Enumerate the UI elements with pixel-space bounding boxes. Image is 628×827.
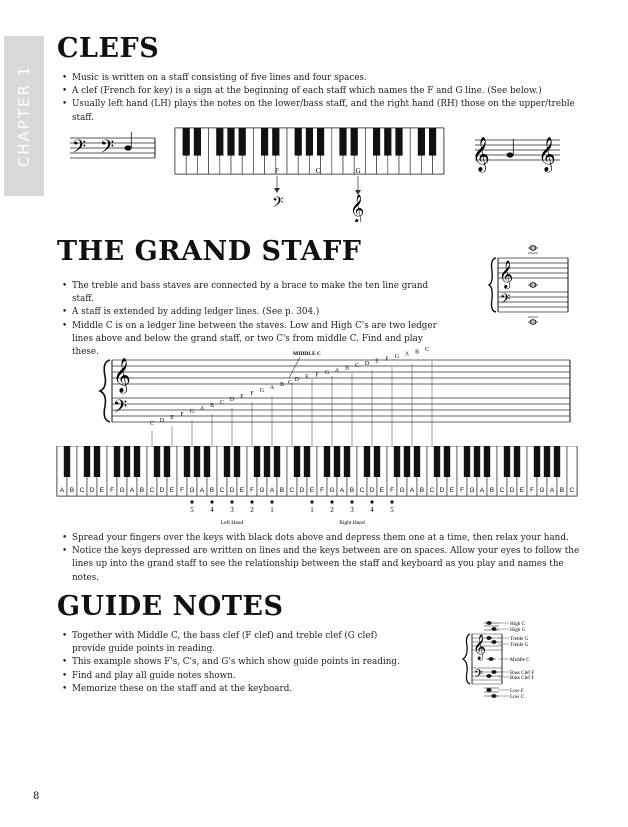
bass-clef-icon: 𝄢	[100, 136, 115, 161]
black-key	[544, 446, 550, 477]
note-letter: C	[355, 363, 359, 370]
key-letter: A	[339, 487, 345, 494]
grand-staff-bullet: • Middle C is on a ledger line between the staves. Low and High C's are two ledger lines above and below the grand staff, or two C's from middle C. Find and play these.	[62, 320, 447, 360]
key-letter: D	[369, 487, 375, 494]
note-letter: F	[180, 412, 184, 418]
black-key	[216, 128, 223, 156]
black-key	[114, 446, 120, 477]
black-key	[295, 128, 302, 156]
guide-notes-bullet: • Find and play all guide notes shown.	[62, 670, 402, 683]
key-letter: B	[349, 487, 355, 494]
black-key	[317, 128, 324, 156]
black-key	[274, 446, 280, 477]
key-letter: F	[250, 487, 254, 494]
grand-staff-bullet: • Spread your fingers over the keys with black dots above and depress them one at a time, then relax your hand.	[62, 532, 582, 545]
black-key	[464, 446, 470, 477]
grand-staff-bullet: • The treble and bass staves are connected by a brace to make the ten line grand staff.	[62, 280, 447, 306]
grand-staff-thumbnail	[488, 245, 578, 325]
note-letter: C	[220, 400, 224, 406]
clefs-bullet: • Music is written on a staff consisting of five lines and four spaces.	[62, 72, 582, 85]
key-letter: F	[110, 487, 114, 494]
finger-dot	[210, 500, 213, 503]
finger-number: 5	[390, 506, 394, 514]
note-letter: D	[159, 418, 165, 424]
grand-staff-bullets-after	[62, 532, 582, 585]
note-letter: D	[364, 360, 370, 367]
guide-notes-bullet: • This example shows F's, C's, and G's which show guide points in reading.	[62, 656, 402, 669]
key-letter: B	[559, 487, 565, 494]
guide-label: Low C	[510, 694, 525, 700]
key-letter: E	[169, 487, 175, 494]
black-key	[474, 446, 480, 477]
note-letter: D	[294, 377, 300, 383]
black-key	[254, 446, 260, 477]
key-letter: B	[69, 487, 75, 494]
treble-clef-icon: 𝄞	[350, 196, 365, 222]
chapter-tab-label: CHAPTER 1	[15, 64, 33, 168]
black-key	[534, 446, 540, 477]
finger-dot	[190, 500, 193, 503]
black-key	[94, 446, 100, 477]
note-icon	[125, 145, 132, 150]
key-letter: E	[379, 487, 385, 494]
guide-label: Bass Clef F	[510, 670, 535, 676]
note-letter: G	[259, 388, 265, 394]
key-letter: C	[79, 487, 85, 494]
note-letter: A	[404, 351, 410, 358]
finger-number: 3	[230, 506, 234, 514]
black-key	[272, 128, 279, 156]
clefs-figure	[60, 122, 580, 222]
black-key	[64, 446, 70, 477]
middle-c-label: MIDDLE C	[293, 351, 321, 357]
note-letter: E	[305, 374, 309, 381]
note-letter: B	[280, 382, 284, 388]
key-letter: G	[469, 487, 475, 494]
black-key	[264, 446, 270, 477]
finger-number: 3	[350, 506, 354, 514]
key-letter: C	[219, 487, 225, 494]
grand-staff-bullet: • A staff is extended by adding ledger lines. (See p. 304.)	[62, 306, 447, 319]
grand-staff-bullet: • Notice the keys depressed are written on lines and the keys between are on spaces. Allow your eyes to follow the lines up into the grand staff to see the relationship between the staff and keyboard as you play and names the notes.	[62, 545, 582, 585]
note-letter: G	[394, 354, 400, 360]
clefs-bullet: • A clef (French for key) is a sign at the beginning of each staff which names the F and G line. (See below.)	[62, 85, 582, 98]
key-letter: E	[519, 487, 525, 494]
left-hand-label: Left Hand	[220, 520, 244, 526]
black-key	[484, 446, 490, 477]
black-key	[339, 128, 346, 156]
treble-staff-small	[472, 137, 560, 173]
key-letter: E	[99, 487, 105, 494]
note-letter: F	[315, 372, 319, 379]
black-key	[234, 446, 240, 477]
bass-clef-icon: 𝄢	[474, 669, 484, 684]
guide-label: High C	[510, 621, 526, 627]
black-key	[444, 446, 450, 477]
guide-label: Treble G	[510, 642, 529, 648]
black-key	[324, 446, 330, 477]
key-letter: C	[289, 487, 295, 494]
key-letter: E	[309, 487, 315, 494]
key-letter: G	[259, 487, 265, 494]
black-key	[504, 446, 510, 477]
black-key	[364, 446, 370, 477]
black-key	[414, 446, 420, 477]
note-letter: A	[269, 385, 275, 391]
finger-dot	[390, 500, 393, 503]
key-letter: E	[449, 487, 455, 494]
key-letter: G	[399, 487, 405, 494]
guide-label: Middle C	[510, 657, 530, 663]
grand-staff-title: THE GRAND STAFF	[57, 236, 362, 267]
note-letter: G	[189, 409, 195, 415]
key-letter: G	[539, 487, 545, 494]
black-key	[404, 446, 410, 477]
bass-clef-icon: 𝄢	[72, 136, 87, 161]
note-letter: C	[150, 421, 154, 427]
bass-clef-icon: 𝄢	[500, 293, 511, 310]
key-letter: G	[189, 487, 195, 494]
guide-label: Bass Clef F	[510, 675, 535, 681]
treble-clef-icon: 𝄞	[473, 634, 487, 659]
key-letter: B	[489, 487, 495, 494]
key-pointers	[272, 167, 364, 222]
black-key	[394, 446, 400, 477]
key-letter: D	[439, 487, 445, 494]
key-letter: D	[229, 487, 235, 494]
key-letter: A	[479, 487, 485, 494]
key-letter: G	[119, 487, 125, 494]
key-letter: A	[409, 487, 415, 494]
note-letter: E	[240, 394, 244, 400]
key-letter: C	[149, 487, 155, 494]
guide-label: Treble G	[510, 636, 529, 642]
key-letter: B	[139, 487, 145, 494]
note-icon	[507, 152, 514, 157]
black-key	[344, 446, 350, 477]
guide-notes-bullet: • Memorize these on the staff and at the keyboard.	[62, 683, 402, 696]
key-letter: C	[569, 487, 575, 494]
black-key	[261, 128, 268, 156]
note-letter: C	[425, 347, 429, 354]
black-key	[374, 446, 380, 477]
guide-label: Low F	[510, 688, 524, 694]
black-key	[124, 446, 130, 477]
finger-number: 4	[370, 506, 374, 514]
key-letter: C	[499, 487, 505, 494]
finger-dot	[250, 500, 253, 503]
clefs-bullet: • Usually left hand (LH) plays the notes on the lower/bass staff, and the right hand (RH) those on the upper/treble staff.	[62, 98, 582, 124]
black-key	[194, 128, 201, 156]
key-label-g: G	[355, 167, 361, 175]
finger-dot	[310, 500, 313, 503]
guide-notes-title: GUIDE NOTES	[57, 591, 284, 622]
note-letter: A	[334, 367, 340, 374]
finger-dot	[270, 500, 273, 503]
key-letter: B	[209, 487, 215, 494]
key-letter: B	[419, 487, 425, 494]
key-letter: F	[530, 487, 534, 494]
key-letter: A	[549, 487, 555, 494]
key-letter: D	[509, 487, 515, 494]
page-number: 8	[33, 791, 40, 802]
black-key	[154, 446, 160, 477]
black-key	[514, 446, 520, 477]
key-letter: G	[329, 487, 335, 494]
key-letter: D	[299, 487, 305, 494]
key-letter: F	[320, 487, 324, 494]
note-letter: A	[199, 406, 205, 412]
key-label-f: F	[275, 167, 279, 175]
brace-icon	[100, 360, 110, 422]
key-letter: B	[279, 487, 285, 494]
guide-notes-figure	[462, 614, 582, 714]
key-letter: C	[359, 487, 365, 494]
black-key	[183, 128, 190, 156]
key-letter: F	[460, 487, 464, 494]
middle-c-letter: C	[288, 380, 292, 386]
right-hand-label: Right Hand	[339, 520, 365, 526]
guide-note-heads	[484, 621, 499, 698]
guide-label: High G	[510, 627, 526, 633]
clefs-title: CLEFS	[57, 33, 160, 64]
chapter-tab	[4, 36, 44, 196]
finger-number: 2	[250, 506, 254, 514]
grand-staff-figure	[55, 346, 580, 446]
finger-dot	[330, 500, 333, 503]
clefs-bullets	[62, 72, 582, 125]
finger-dot	[230, 500, 233, 503]
key-letter: E	[239, 487, 245, 494]
key-letter: F	[390, 487, 394, 494]
black-key	[334, 446, 340, 477]
bass-clef-icon: 𝄢	[272, 194, 284, 214]
guide-notes-bullet: • Together with Middle C, the bass clef (F clef) and treble clef (G clef) provide guide points in reading.	[62, 630, 402, 656]
bass-staff-small	[70, 132, 155, 161]
key-letter: A	[199, 487, 205, 494]
black-key	[554, 446, 560, 477]
bass-clef-icon: 𝄢	[113, 396, 128, 421]
finger-number: 5	[190, 506, 194, 514]
black-key	[429, 128, 436, 156]
treble-clef-icon: 𝄞	[113, 359, 131, 392]
key-letter: D	[89, 487, 95, 494]
finger-number: 1	[310, 506, 314, 514]
finger-number: 4	[210, 506, 214, 514]
key-letter: A	[59, 487, 65, 494]
black-key	[164, 446, 170, 477]
key-letter: A	[129, 487, 135, 494]
treble-clef-icon: 𝄞	[538, 138, 556, 171]
key-label-c: C	[315, 167, 321, 175]
note-letter: E	[170, 415, 174, 421]
black-key	[294, 446, 300, 477]
black-key	[224, 446, 230, 477]
note-letter: B	[345, 365, 349, 372]
black-key	[434, 446, 440, 477]
treble-clef-icon: 𝄞	[499, 262, 514, 288]
finger-dot	[350, 500, 353, 503]
key-letter: D	[159, 487, 165, 494]
note-letter: G	[324, 370, 330, 377]
note-letter: D	[229, 397, 235, 403]
black-key	[194, 446, 200, 477]
note-letter: E	[375, 358, 379, 365]
black-key	[351, 128, 358, 156]
key-letter: A	[269, 487, 275, 494]
note-letter: B	[210, 403, 214, 409]
black-key	[204, 446, 210, 477]
black-key	[239, 128, 246, 156]
note-letter: F	[250, 391, 254, 397]
key-letter: C	[429, 487, 435, 494]
note-letter: F	[385, 356, 389, 363]
black-key	[373, 128, 380, 156]
black-key	[304, 446, 310, 477]
finger-dot	[370, 500, 373, 503]
black-key	[306, 128, 313, 156]
finger-number: 2	[330, 506, 334, 514]
finger-number: 1	[270, 506, 274, 514]
guide-notes-bullets	[62, 630, 402, 696]
black-key	[395, 128, 402, 156]
black-key	[184, 446, 190, 477]
note-letter: B	[415, 349, 419, 356]
black-key	[84, 446, 90, 477]
key-letter: F	[180, 487, 184, 494]
black-key	[134, 446, 140, 477]
treble-clef-icon: 𝄞	[472, 138, 490, 171]
small-keyboard	[175, 128, 444, 174]
black-key	[384, 128, 391, 156]
grand-staff-keyboard	[55, 446, 580, 528]
black-key	[418, 128, 425, 156]
black-key	[227, 128, 234, 156]
